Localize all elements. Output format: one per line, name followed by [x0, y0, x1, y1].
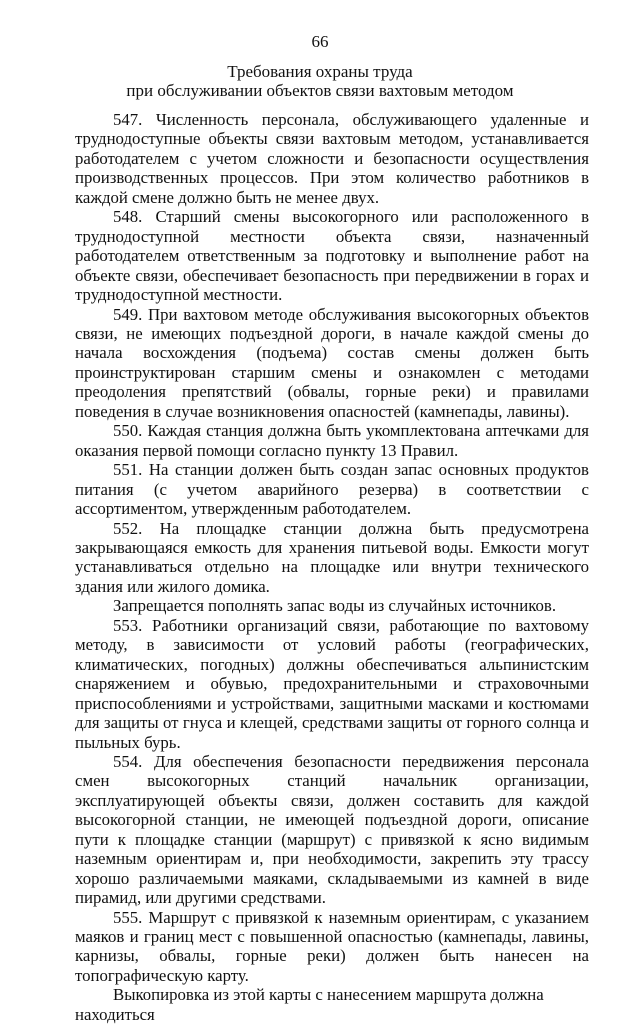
paragraph-text: Выкопировка из этой карты с нанесением маршрута должна находиться: [75, 985, 544, 1024]
paragraph-548: [75, 207, 589, 304]
paragraph-text: Работники организаций связи, работающие по вахтовому методу, в зависимости от условий работы (географических, климатических, погодных) должны обеспечиваться альпинистским снаряжением и обувью, предохранительными и страховочными приспособлениями и устройствами, защитными масками и костюмами для защиты от гнуса и клещей, средствами защиты от горного солнца и пыльных бурь.: [75, 615, 589, 752]
paragraph-553: [75, 616, 589, 752]
paragraph-text: Маршрут с привязкой к наземным ориентирам, с указанием маяков и границ мест с повышенной опасностью (камнепады, лавины, карнизы, обвалы, горные реки) должен быть нанесен на топографическую карту.: [75, 907, 589, 985]
paragraph-text: Каждая станция должна быть укомплектована аптечками для оказания первой помощи согласно пункту 13 Правил.: [75, 421, 589, 460]
paragraph-551: [75, 460, 589, 518]
paragraph-number: 549.: [113, 304, 143, 324]
page-number: 66: [311, 32, 329, 51]
paragraph-554: [75, 752, 589, 908]
paragraph-text: Численность персонала, обслуживающего удаленные и труднодоступные объекты связи вахтовым методом, устанавливается работодателем с учетом сложности и безопасности осуществления производственных процессов. При этом количество работников в каждой смене должно быть не менее двух.: [75, 110, 589, 207]
section-title-line-2: при обслуживании объектов связи вахтовым методом: [126, 81, 514, 100]
paragraph-text: При вахтовом методе обслуживания высокогорных объектов связи, не имеющих подъездной дороги, в начале каждой смены до начала восхождения (подъема) состав смены должен быть проинструктирован старшим смены и ознакомлен с методами преодоления препятствий (обвалы, горные реки) и правилами поведения в случае возникновения опасностей (камнепады, лавины).: [75, 304, 589, 421]
paragraph-text: Для обеспечения безопасности передвижения персонала смен высокогорных станций начальник организации, эксплуатирующей объекты связи, должен составить для каждой высокогорной станции, не имеющей подъездной дороги, описание пути к площадке станции (маршрут) с привязкой к ясно видимым наземным ориентирам и, при необходимости, закрепить эту трассу хорошо различаемыми маяками, складываемыми из камней в виде пирамид, или другими средствами.: [75, 751, 589, 908]
paragraph-number: 550.: [113, 421, 143, 441]
paragraph-text: На площадке станции должна быть предусмотрена закрывающаяся емкость для хранения питьевой воды. Емкости могут устанавливаться отдельно на площадке или внутри технического здания или жилого домика.: [75, 518, 589, 596]
paragraph-text: Запрещается пополнять запас воды из случайных источников.: [113, 596, 557, 616]
paragraph-text: Старший смены высокогорного или расположенного в труднодоступной местности объекта связи, назначенный работодателем ответственным за подготовку и выполнение работ на объекте связи, обеспечивает безопасность при передвижении в горах и труднодоступной местности.: [75, 207, 589, 305]
paragraph-text: На станции должен быть создан запас основных продуктов питания (с учетом аварийного резерва) в соответствии с ассортиментом, утвержденным работодателем.: [75, 460, 589, 519]
paragraph-555-continuation: [75, 985, 589, 1024]
paragraph-number: 551.: [113, 460, 143, 480]
paragraph-549: [75, 305, 589, 422]
paragraph-number: 547.: [113, 110, 143, 129]
paragraph-552: [75, 519, 589, 597]
document-body: [75, 110, 589, 1024]
paragraph-547: [75, 110, 589, 207]
section-title: [0, 62, 640, 100]
paragraph-550: [75, 421, 589, 460]
paragraph-552-note: [75, 596, 589, 615]
paragraph-number: 553.: [113, 615, 143, 635]
paragraph-number: 552.: [113, 518, 143, 538]
paragraph-number: 555.: [113, 907, 143, 927]
paragraph-555: [75, 908, 589, 986]
paragraph-number: 548.: [113, 207, 143, 227]
section-title-line-1: Требования охраны труда: [227, 62, 413, 81]
paragraph-number: 554.: [113, 751, 143, 771]
